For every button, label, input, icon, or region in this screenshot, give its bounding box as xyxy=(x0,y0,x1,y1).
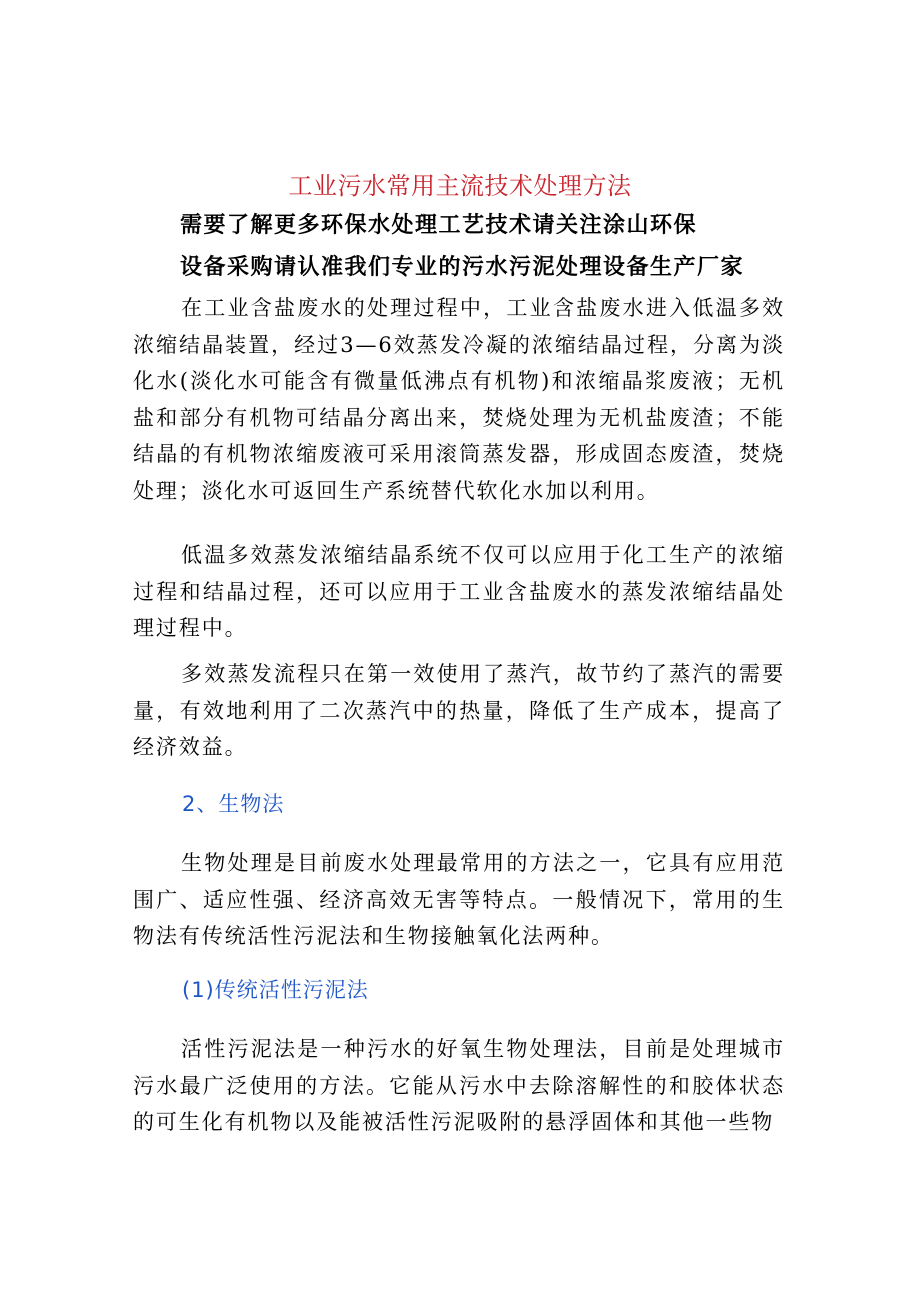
document-title: 工业污水常用主流技术处理方法 xyxy=(288,172,632,200)
paragraph-activated-sludge: 活性污泥法是一种污水的好氧生物处理法，目前是处理城市污水最广泛使用的方法。它能从污水中去除溶解性的和胶体状态的可生化有机物以及能被活性污泥吸附的悬浮固体和其他一些物 xyxy=(133,1037,785,1134)
paragraph-biological-method: 生物处理是目前废水处理最常用的方法之一，它具有应用范围广、适应性强、经济高效无害等特点。一般情况下，常用的生物法有传统活性污泥法和生物接触氧化法两种。 xyxy=(133,851,785,948)
paragraph-multi-effect-system: 低温多效蒸发浓缩结晶系统不仅可以应用于化工生产的浓缩过程和结晶过程，还可以应用于工业含盐废水的蒸发浓缩结晶处理过程中。 xyxy=(133,543,785,640)
subsection-heading-activated-sludge: (1)传统活性污泥法 xyxy=(182,978,369,1002)
promo-line-follow: 需要了解更多环保水处理工艺技术请关注涂山环保 xyxy=(180,213,698,238)
promo-line-purchase: 设备采购请认准我们专业的污水污泥处理设备生产厂家 xyxy=(180,255,745,280)
section-heading-biological: 2、生物法 xyxy=(182,792,285,816)
paragraph-multi-effect-benefit: 多效蒸发流程只在第一效使用了蒸汽，故节约了蒸汽的需要量，有效地利用了二次蒸汽中的热量，降低了生产成本，提高了经济效益。 xyxy=(133,662,785,759)
paragraph-salt-wastewater: 在工业含盐废水的处理过程中，工业含盐废水进入低温多效浓缩结晶装置，经过3—6效蒸发冷凝的浓缩结晶过程，分离为淡化水(淡化水可能含有微量低沸点有机物)和浓缩晶浆废液；无机盐和部分有机物可结晶分离出来，焚烧处理为无机盐废渣；不能结晶的有机物浓缩废液可采用滚筒蒸发器，形成固态废渣，焚烧处理；淡化水可返回生产系统替代软化水加以利用。 xyxy=(133,296,785,503)
